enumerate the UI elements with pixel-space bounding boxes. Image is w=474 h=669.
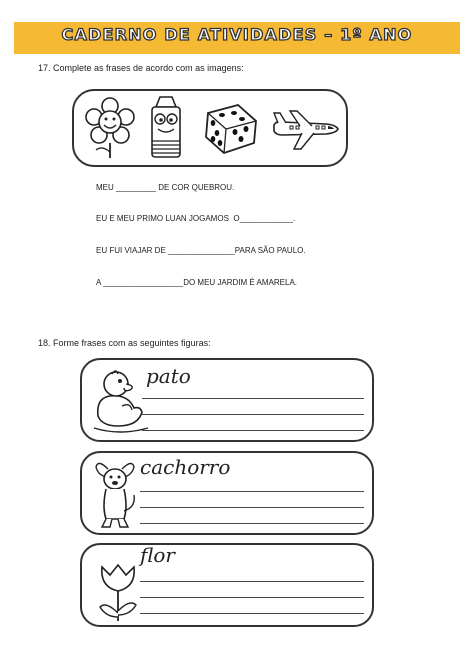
tulip-icon: [94, 561, 142, 623]
sentence-3: EU FUI VIAJAR DE _______________PARA SÃO PAULO.: [96, 246, 306, 255]
writing-line: [142, 398, 364, 399]
card-cachorro: [80, 451, 374, 535]
sentence-4: A __________________DO MEU JARDIM É AMARELA.: [96, 278, 297, 287]
crayon-icon: [146, 95, 186, 161]
card-word: flor: [140, 543, 175, 567]
card-word: pato: [146, 364, 191, 388]
sentence-1: MEU _________ DE COR QUEBROU.: [96, 183, 235, 192]
sentence-2: EU E MEU PRIMO LUAN JOGAMOS O____________.: [96, 214, 296, 223]
dice-icon: [200, 99, 260, 157]
card-pato: [80, 358, 374, 442]
exercise-17-instruction: 17. Complete as frases de acordo com as imagens:: [38, 63, 244, 73]
writing-line: [140, 491, 364, 492]
exercise-18-instruction: 18. Forme frases com as seguintes figuras:: [38, 338, 211, 348]
airplane-icon: [270, 109, 340, 151]
writing-line: [140, 523, 364, 524]
card-flor: [80, 543, 374, 627]
writing-line: [140, 581, 364, 582]
exercise-17-image-box: [72, 89, 348, 167]
card-word: cachorro: [140, 455, 231, 479]
writing-line: [142, 414, 364, 415]
header-banner: [14, 22, 460, 54]
duck-icon: [88, 366, 152, 436]
writing-line: [140, 613, 364, 614]
flower-icon: [84, 97, 136, 159]
dog-icon: [88, 455, 142, 533]
writing-line: [142, 430, 364, 431]
writing-line: [140, 507, 364, 508]
page-title: CADERNO DE ATIVIDADES – 1º ANO: [61, 25, 413, 44]
writing-line: [140, 597, 364, 598]
